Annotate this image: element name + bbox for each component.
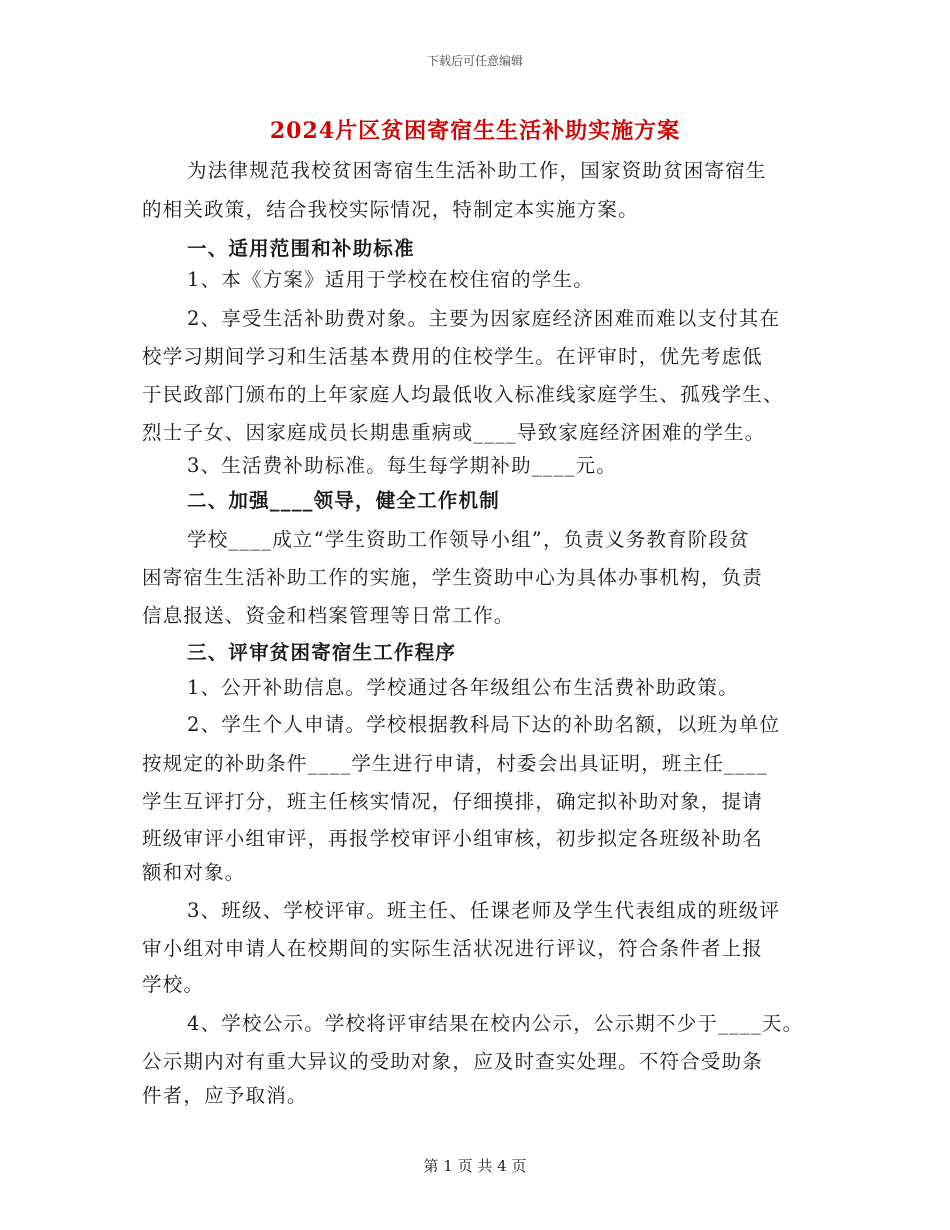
- paragraph-line: 学校。: [142, 973, 205, 996]
- paragraph-line: 1、公开补助信息。学校通过各年级组公布生活费补助政策。: [187, 676, 739, 699]
- paragraph-line: 学生互评打分，班主任核实情况，仔细摸排，确定拟补助对象，提请: [142, 790, 764, 813]
- paragraph-line: 2、学生个人申请。学校根据教科局下达的补助名额，以班为单位: [187, 713, 781, 736]
- paragraph-line: 烈士子女、因家庭成员长期患重病或____导致家庭经济困难的学生。: [142, 421, 766, 444]
- paragraph-line: 为法律规范我校贫困寄宿生生活补助工作，国家资助贫困寄宿生: [187, 159, 767, 182]
- section-heading: 二、加强____领导，健全工作机制: [187, 489, 500, 512]
- paragraph-line: 的相关政策，结合我校实际情况，特制定本实施方案。: [142, 198, 639, 221]
- paragraph-line: 额和对象。: [142, 861, 246, 884]
- paragraph-line: 困寄宿生生活补助工作的实施，学生资助中心为具体办事机构，负责: [142, 566, 764, 589]
- paragraph-line: 校学习期间学习和生活基本费用的住校学生。在评审时，优先考虑低: [142, 345, 764, 368]
- header-note: 下载后可任意编辑: [426, 54, 523, 68]
- paragraph-line: 班级审评小组审评，再报学校审评小组审核，初步拟定各班级补助名: [142, 827, 764, 850]
- paragraph-line: 公示期内对有重大异议的受助对象，应及时查实处理。不符合受助条: [142, 1050, 764, 1073]
- paragraph-line: 4、学校公示。学校将评审结果在校内公示，公示期不少于____天。: [187, 1012, 804, 1035]
- paragraph-line: 1、本《方案》适用于学校在校住宿的学生。: [187, 268, 594, 291]
- document-title: 2024片区贫困寄宿生生活补助实施方案: [269, 118, 681, 144]
- paragraph-line: 信息报送、资金和档案管理等日常工作。: [142, 604, 515, 627]
- paragraph-line: 按规定的补助条件____学生进行申请，村委会出具证明，班主任____: [142, 752, 768, 775]
- paragraph-line: 3、生活费补助标准。每生每学期补助____元。: [187, 454, 618, 477]
- section-heading: 三、评审贫困寄宿生工作程序: [187, 641, 457, 664]
- section-heading: 一、适用范围和补助标准: [187, 237, 415, 260]
- paragraph-line: 3、班级、学校评审。班主任、任课老师及学生代表组成的班级评: [187, 899, 781, 922]
- paragraph-line: 件者，应予取消。: [142, 1084, 308, 1107]
- paragraph-line: 2、享受生活补助费对象。主要为因家庭经济困难而难以支付其在: [187, 307, 781, 330]
- paragraph-line: 于民政部门颁布的上年家庭人均最低收入标准线家庭学生、孤残学生、: [142, 383, 784, 406]
- paragraph-line: 审小组对申请人在校期间的实际生活状况进行评议，符合条件者上报: [142, 937, 764, 960]
- paragraph-line: 学校____成立“学生资助工作领导小组”，负责义务教育阶段贫: [187, 528, 750, 551]
- page-number: 第 1 页 共 4 页: [423, 1157, 527, 1175]
